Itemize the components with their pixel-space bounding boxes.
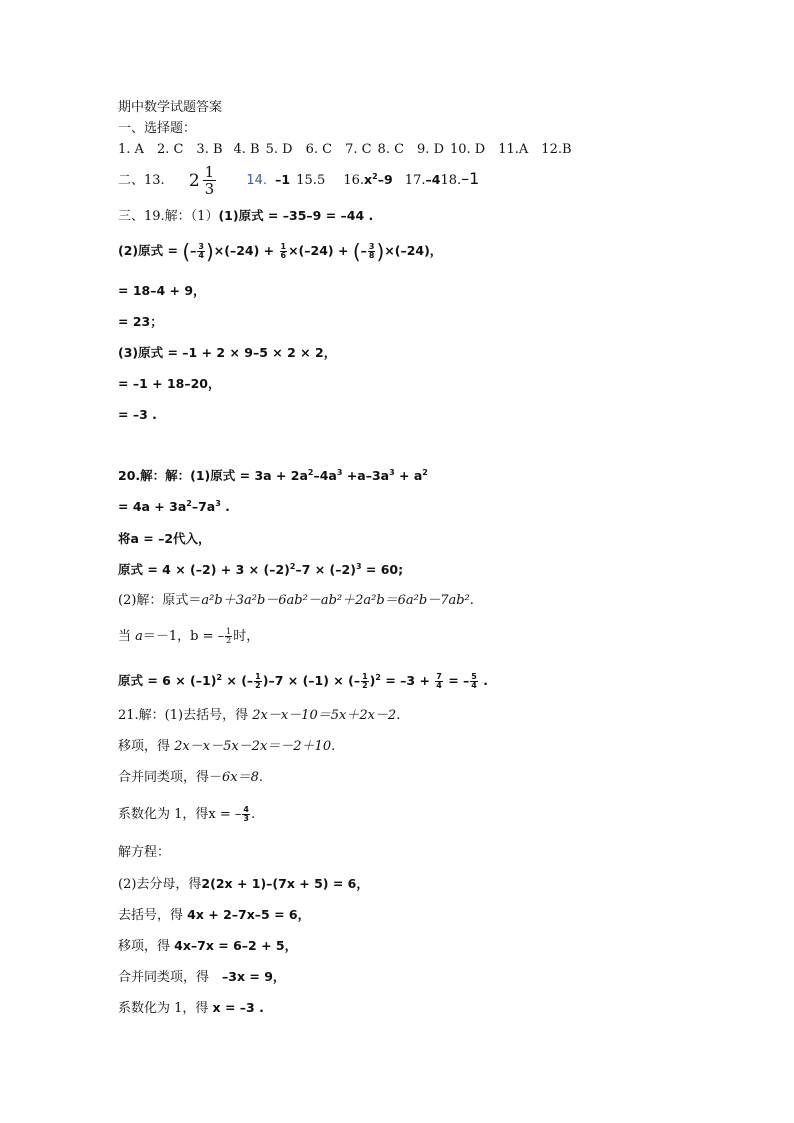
q21-l2-c: .: [331, 739, 336, 754]
q21-line-5: 解方程：: [118, 845, 171, 860]
q20-line-5: [118, 593, 474, 609]
q20-l7-b: × (–: [222, 673, 254, 688]
q13-numerator: 1: [204, 163, 215, 181]
q20-l7-d: ): [369, 673, 376, 688]
denominator: 3: [243, 814, 249, 823]
q21-l3-a: 合并同类项，得－: [118, 770, 223, 785]
q20-l4-b: –7 × (–2): [295, 562, 356, 577]
q20-l1-c: +a–3a: [342, 468, 390, 483]
q19-part1-solution: (1)原式 = –35–9 = –44 .: [218, 208, 374, 223]
fraction-1-2-b: [361, 673, 369, 690]
q20-l7-c: )–7 × (–1) × (–: [262, 673, 361, 688]
q21-l7-b: 4x + 2–7x–5 = 6，: [187, 907, 311, 922]
q20-l5-a: (2)解：原式＝: [118, 593, 202, 608]
q18-label: 18.: [440, 173, 462, 188]
q21-l1-c: .: [396, 708, 401, 723]
answer-3: 3. B: [196, 142, 223, 157]
q21-l10-a: 系数化为 1，得: [118, 1001, 213, 1016]
q16-rest: –9: [377, 172, 393, 187]
q20-l6-b: ＝－1，b = –: [142, 629, 225, 644]
q20-l4-c: = 60;: [361, 562, 404, 577]
q20-l5-c: .: [469, 593, 474, 608]
q21-l6-b: 2(2x + 1)–(7x + 5) = 6，: [201, 876, 369, 891]
q19-part2-start: (2)原式 =: [118, 243, 183, 258]
q19-line-6: = –1 + 18–20，: [118, 376, 221, 391]
numerator: 1: [255, 672, 261, 681]
answer-10: 10. D: [450, 142, 486, 157]
q21-line-8: [118, 938, 297, 955]
q21-l7-a: 去括号，得: [118, 908, 188, 923]
q21-line-4: [118, 802, 255, 828]
denominator: 4: [471, 681, 477, 690]
q21-line-3: [118, 770, 263, 786]
q20-l1-a: 20.解：解：(1)原式 = 3a + 2a: [118, 468, 308, 483]
q21-line-6: [118, 876, 369, 893]
q19-line-3: = 18–4 + 9，: [118, 283, 206, 298]
fraction-5-4: [470, 673, 478, 690]
q21-l3-expression: 6x＝8: [222, 770, 259, 785]
page-title: 期中数学试题答案: [118, 100, 223, 115]
fraction-7-4: [435, 673, 443, 690]
q20-l2-a: = 4a + 3a: [118, 499, 187, 514]
fraction-3-8: [368, 243, 376, 260]
numerator: 7: [436, 672, 442, 681]
q19-line-1: [118, 208, 373, 225]
q21-l1-expression: 2x－x－10＝5x＋2x－2: [252, 708, 397, 723]
numerator: 5: [471, 672, 477, 681]
q20-l1-d: + a: [394, 468, 423, 483]
q18-answer: –1: [461, 169, 480, 188]
section2-prefix: 二、13.: [118, 173, 165, 188]
q21-l3-c: .: [258, 770, 264, 785]
q21-l8-b: 4x–7x = 6–2 + 5，: [174, 938, 298, 953]
numerator: 3: [198, 242, 204, 251]
answer-1: 1. A: [118, 142, 144, 157]
q16-label: 16.: [343, 173, 365, 188]
numerator: 4: [243, 805, 249, 814]
q21-l8-a: 移项，得: [118, 939, 175, 954]
q19-line-7: = –3 .: [118, 407, 157, 422]
q17-label: 17.: [404, 173, 426, 188]
q20-l1-b: –4a: [313, 468, 337, 483]
answer-11: 11.A: [498, 142, 529, 157]
q21-line-2: [118, 739, 335, 755]
answer-9: 9. D: [417, 142, 444, 157]
denominator: 2: [362, 681, 368, 690]
q19-part2-mid1: ×(–24) +: [213, 243, 279, 258]
fraction-3-4: [197, 243, 205, 260]
denominator: 6: [280, 251, 287, 260]
q21-l9-a: 合并同类项，得: [118, 970, 223, 985]
q21-l1-a: 21.解：(1)去括号，得: [118, 708, 253, 723]
q21-l10-b: x = –3 .: [212, 1000, 264, 1015]
q21-line-10: [118, 1000, 264, 1017]
q16-base: x: [364, 172, 373, 187]
answer-2: 2. C: [156, 142, 184, 157]
fraction-1-2-a: [254, 673, 262, 690]
q20-l7-a: 原式 = 6 × (–1): [118, 673, 217, 688]
section1-heading: 一、选择题：: [118, 121, 197, 136]
denominator: 8: [368, 251, 375, 260]
q20-line-3: 将a = –2代入，: [118, 531, 211, 546]
q19-prefix: 三、19.解：（1）: [118, 209, 219, 224]
answer-8: 8. C: [377, 142, 405, 157]
answer-7: 7. C: [345, 142, 372, 157]
q20-l5-expression: a²b＋3a²b－6ab²－ab²＋2a²b＝6a²b－7ab²: [201, 593, 470, 608]
q21-line-9: [118, 969, 285, 986]
answer-4: 4. B: [233, 142, 260, 157]
q21-l6-a: (2)去分母，得: [118, 877, 202, 892]
q20-l7-g: .: [478, 673, 488, 688]
q19-part2-end: ×(–24)，: [384, 243, 443, 258]
answer-6: 6. C: [305, 142, 333, 157]
numerator: 1: [280, 242, 287, 251]
fraction-1-2: [225, 628, 232, 645]
denominator: 4: [198, 251, 204, 260]
denominator: 2: [255, 681, 261, 690]
q19-line-2: (2)原式 = (– $\frac{3}{4}$ )×(–24) + $\frac{1}{6}$ ×(–24) + (– $\frac{3}{8}$ )×(–24)，: [118, 239, 443, 264]
answer-5: 5. D: [265, 142, 293, 157]
q21-l9-b: –3x = 9，: [222, 969, 286, 984]
fraction-1-6: [280, 243, 288, 260]
q21-l2-a: 移项，得: [118, 739, 175, 754]
q21-l2-expression: 2x－x－5x－2x＝－2＋10: [174, 739, 332, 754]
q19-line-5: (3)原式 = –1 + 2 × 9–5 × 2 × 2，: [118, 345, 337, 360]
multiple-choice-answers: [118, 142, 585, 158]
q20-l6-c: 时，: [233, 629, 260, 644]
q21-l4-a: 系数化为 1，得x = –: [118, 807, 242, 822]
q20-line-6: [118, 624, 259, 650]
q20-l7-e: = –3 +: [380, 673, 435, 688]
q20-l2-c: .: [220, 499, 230, 514]
q17-answer: –4: [425, 172, 441, 187]
q20-l6-var: a: [135, 629, 143, 644]
numerator: 1: [226, 627, 232, 636]
q20-l7-f: = –: [443, 673, 470, 688]
numerator: 3: [368, 242, 375, 251]
q16-answer: [364, 172, 393, 187]
q13-denominator: 3: [204, 180, 215, 198]
q16-exponent: 2: [372, 171, 378, 181]
q20-line-2: = $4a + 3a^2-7a^3$ .: [118, 498, 230, 514]
q13-answer: [188, 163, 218, 198]
fraction-4-3: [242, 806, 250, 823]
q20-l2-b: –7a: [191, 499, 216, 514]
q20-line-7: 原式 = $6 \times (-1)^2$ × (– $\frac{1}{2}$ )–7 × (–1) × (– $\frac{1}{2}$ )$^2$ = –3 + $\frac{7}{4}$ = – $\frac{5}{4}$ .: [118, 672, 488, 690]
denominator: 4: [436, 681, 442, 690]
q14-answer: –1: [275, 172, 291, 187]
q21-line-7: [118, 907, 310, 924]
q13-whole: 2: [188, 170, 200, 191]
answer-12: 12.B: [541, 142, 572, 157]
q19-line-4: = 23；: [118, 314, 163, 329]
numerator: 1: [362, 672, 368, 681]
q21-line-1: [118, 708, 400, 724]
q20-line-1: 20.解：解：(1)原式 = $3a + 2a^2-4a^3 +a-3a^3 + a^2$: [118, 467, 428, 483]
q20-l6-a: 当: [118, 629, 136, 644]
q20-l4-a: 原式 = 4 × (–2) + 3 × (–2): [118, 562, 290, 577]
q20-line-4: 原式 = $4 \times (-2) + 3 \times (-2)^2-7 \times (-2)^3 = 60$;: [118, 561, 404, 577]
q14-label: 14.: [246, 173, 268, 188]
denominator: 2: [226, 636, 232, 645]
q13-fraction: [203, 164, 217, 197]
q15-answer: 15.5: [296, 173, 326, 188]
q19-part2-mid2: ×(–24) +: [288, 243, 353, 258]
q21-l4-c: .: [250, 807, 256, 822]
fill-in-answers: [118, 163, 480, 198]
